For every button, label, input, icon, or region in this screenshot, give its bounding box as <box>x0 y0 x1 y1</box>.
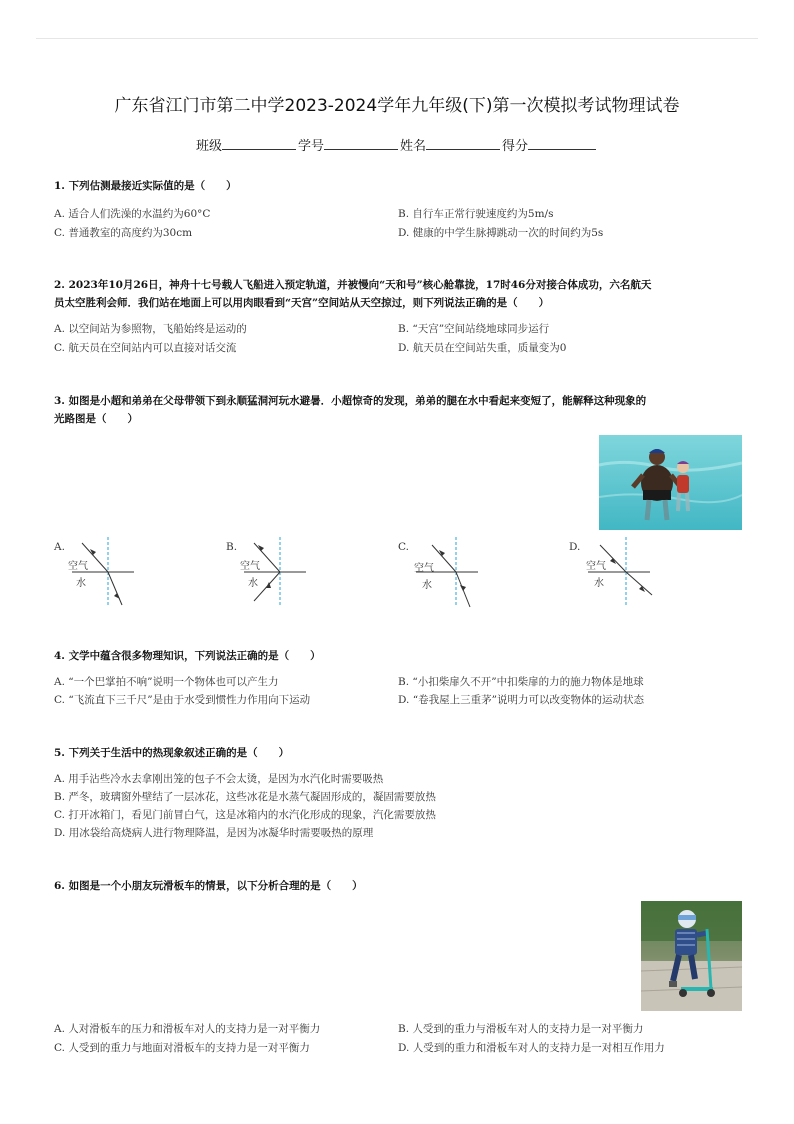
class-label: 班级 <box>195 139 222 154</box>
question-1-stem: 1. 下列估测最接近实际值的是（ ） <box>54 180 237 192</box>
name-label: 姓名 <box>400 139 427 154</box>
page-title: 广东省江门市第二中学2023-2024学年九年级(下)第一次模拟考试物理试卷 <box>114 96 680 116</box>
q3-d-air-label: 空气 <box>586 561 606 572</box>
q3-b-water-label: 水 <box>248 578 258 589</box>
question-5-stem: 5. 下列关于生活中的热现象叙述正确的是（ ） <box>54 747 290 759</box>
question-6-stem: 6. 如图是一个小朋友玩滑板车的情景，以下分析合理的是（ ） <box>54 880 363 892</box>
q5-option-c[interactable]: C. 打开冰箱门，看见门前冒白气，这是冰箱内的水汽化形成的现象，汽化需要放热 <box>54 809 436 821</box>
q1-option-a[interactable]: A. 适合人们洗澡的水温约为60°C <box>54 208 211 220</box>
q2-option-d[interactable]: D. 航天员在空间站失重，质量变为0 <box>398 342 567 354</box>
q3-option-b-label[interactable]: B. <box>226 541 238 553</box>
q3-option-c-label[interactable]: C. <box>398 541 409 553</box>
q1-option-b[interactable]: B. 自行车正常行驶速度约为5m/s <box>398 208 554 220</box>
q3-diagram-b[interactable] <box>236 535 316 610</box>
q6-option-a[interactable]: A. 人对滑板车的压力和滑板车对人的支持力是一对平衡力 <box>54 1023 321 1035</box>
q3-option-d-label[interactable]: D. <box>569 541 581 553</box>
q6-option-c[interactable]: C. 人受到的重力与地面对滑板车的支持力是一对平衡力 <box>54 1042 310 1054</box>
q3-a-air-label: 空气 <box>68 561 88 572</box>
name-blank[interactable] <box>426 137 500 150</box>
swimming-photo <box>599 435 742 530</box>
scooter-photo <box>641 901 742 1011</box>
q3-diagram-a[interactable] <box>64 535 144 610</box>
q3-c-air-label: 空气 <box>414 563 434 574</box>
q3-diagram-d[interactable] <box>580 535 660 610</box>
question-4-stem: 4. 文学中蕴含很多物理知识，下列说法正确的是（ ） <box>54 650 321 662</box>
score-label: 得分 <box>502 139 529 154</box>
q5-option-b[interactable]: B. 严冬，玻璃窗外壁结了一层冰花，这些冰花是水蒸气凝固形成的，凝固需要放热 <box>54 791 436 803</box>
number-label: 学号 <box>297 139 324 154</box>
score-blank[interactable] <box>528 137 596 150</box>
q4-option-b[interactable]: B. “小扣柴扉久不开”中扣柴扉的力的施力物体是地球 <box>398 676 644 688</box>
q3-c-water-label: 水 <box>422 580 432 591</box>
q3-b-air-label: 空气 <box>240 561 260 572</box>
q4-option-c[interactable]: C. “飞流直下三千尺”是由于水受到惯性力作用向下运动 <box>54 694 311 706</box>
header-rule <box>36 38 758 39</box>
q4-option-d[interactable]: D. “卷我屋上三重茅”说明力可以改变物体的运动状态 <box>398 694 644 706</box>
q6-option-b[interactable]: B. 人受到的重力与滑板车对人的支持力是一对平衡力 <box>398 1023 644 1035</box>
q3-a-water-label: 水 <box>76 578 86 589</box>
number-blank[interactable] <box>324 137 398 150</box>
q6-option-d[interactable]: D. 人受到的重力和滑板车对人的支持力是一对相互作用力 <box>398 1042 665 1054</box>
question-2-stem: 2. 2023年10月26日，神舟十七号载人飞船进入预定轨道，并被慢向“天和号”核心舱靠拢，17时46分对接合体成功，六名航天 员太空胜利会师．我们站在地面上可以用肉眼看到“天宫”空间站从天空掠过，则下列说法正确的是（ ） <box>54 279 652 309</box>
question-3-stem: 3. 如图是小超和弟弟在父母带领下到永顺猛洞河玩水避暑．小超惊奇的发现，弟弟的腿在水中看起来变短了，能解释这种现象的 光路图是（ ） <box>54 395 647 425</box>
student-info-row <box>0 135 794 154</box>
class-blank[interactable] <box>222 137 296 150</box>
q2-option-b[interactable]: B. “天宫”空间站绕地球同步运行 <box>398 323 550 335</box>
q2-option-c[interactable]: C. 航天员在空间站内可以直接对话交流 <box>54 342 237 354</box>
q1-option-c[interactable]: C. 普通教室的高度约为30cm <box>54 227 193 239</box>
q3-option-a-label[interactable]: A. <box>54 541 65 553</box>
q4-option-a[interactable]: A. “一个巴掌拍不响”说明一个物体也可以产生力 <box>54 676 279 688</box>
q1-option-d[interactable]: D. 健康的中学生脉搏跳动一次的时间约为5s <box>398 227 604 239</box>
q3-d-water-label: 水 <box>594 578 604 589</box>
q5-option-a[interactable]: A. 用手沾些冷水去拿刚出笼的包子不会太烫，是因为水汽化时需要吸热 <box>54 773 384 785</box>
q2-option-a[interactable]: A. 以空间站为参照物，飞船始终是运动的 <box>54 323 247 335</box>
q5-option-d[interactable]: D. 用冰袋给高烧病人进行物理降温，是因为冰凝华时需要吸热的原理 <box>54 827 374 839</box>
